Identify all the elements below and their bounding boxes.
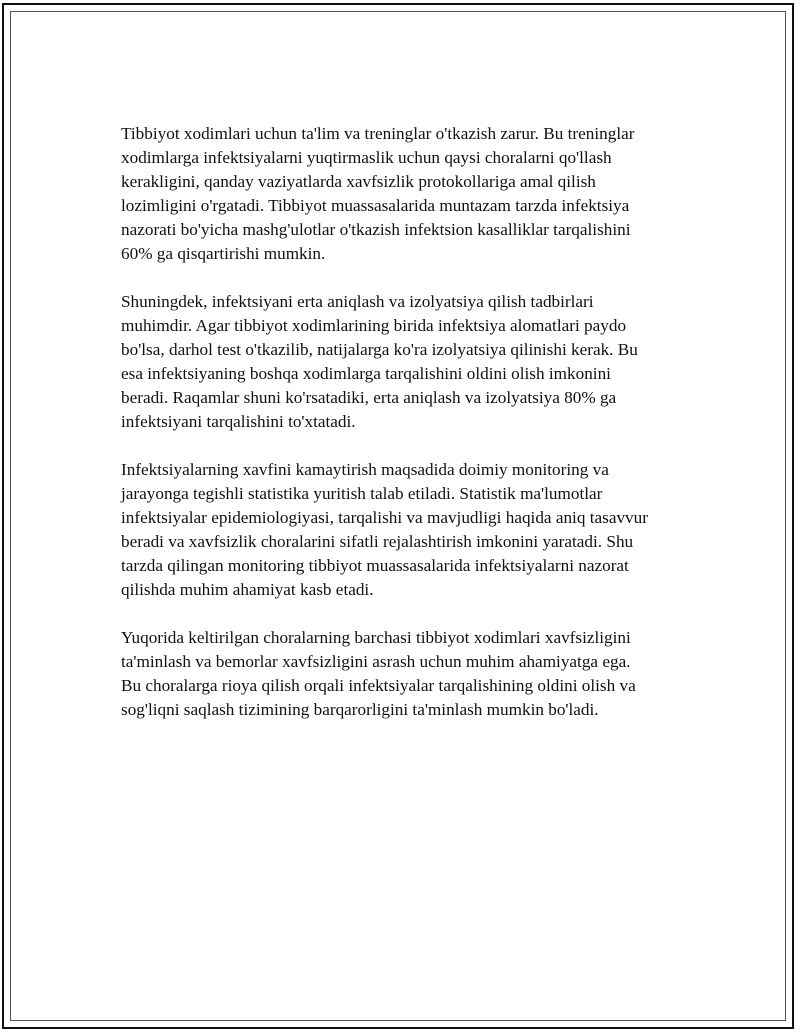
paragraph-early-detection: Shuningdek, infektsiyani erta aniqlash va izolyatsiya qilish tadbirlari muhimdir. Agar tibbiyot xodimlarining birida infektsiya alomatlari paydo bo'lsa, darhol test o'tkazilib, natijalarga ko'ra izolyatsiya qilinishi kerak. Bu esa infektsiyaning boshqa xodimlarga tarqalishini oldini olish imkonini beradi. Raqamlar shuni ko'rsatadiki, erta aniqlash va izolyatsiya 80% ga infektsiyani tarqalishini to'xtatadi. xyxy=(121,292,638,431)
paragraph-monitoring: Infektsiyalarning xavfini kamaytirish maqsadida doimiy monitoring va jarayonga tegishli statistika yuritish talab etiladi. Statistik ma'lumotlar infektsiyalar epidemiologiyasi, tarqalishi va mavjudligi haqida aniq tasavvur beradi va xavfsizlik choralarini sifatli rejalashtirish imkonini yaratadi. Shu tarzda qilingan monitoring tibbiyot muassasalarida infektsiyalarni nazorat qilishda muhim ahamiyat kasb etadi. xyxy=(121,460,648,599)
page-border xyxy=(2,3,794,1029)
paragraph-training: Tibbiyot xodimlari uchun ta'lim va treninglar o'tkazish zarur. Bu treninglar xodimlarga infektsiyalarni yuqtirmaslik uchun qaysi choralarni qo'llash kerakligini, qanday vaziyatlarda xavfsizlik protokollariga amal qilish lozimligini o'rgatadi. Tibbiyot muassasalarida muntazam tarzda infektsiya nazorati bo'yicha mashg'ulotlar o'tkazish infektsion kasalliklar tarqalishini 60% ga qisqartirishi mumkin. xyxy=(121,124,635,263)
paragraph-conclusion: Yuqorida keltirilgan choralarning barchasi tibbiyot xodimlari xavfsizligini ta'minlash va bemorlar xavfsizligini asrash uchun muhim ahamiyatga ega. Bu choralarga rioya qilish orqali infektsiyalar tarqalishining oldini olish va sog'liqni saqlash tizimining barqarorligini ta'minlash mumkin bo'ladi. xyxy=(121,628,636,719)
document-body xyxy=(121,122,693,746)
